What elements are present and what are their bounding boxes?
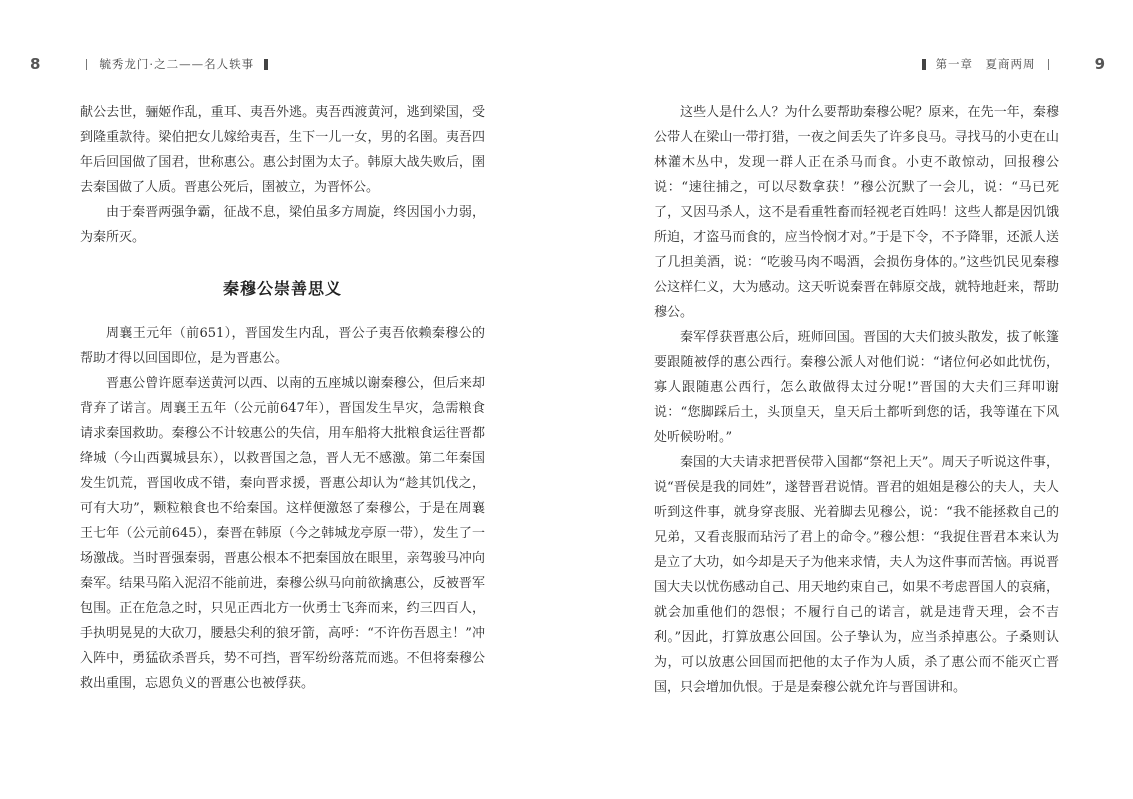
header-divider <box>1048 59 1049 70</box>
paragraph: 周襄王元年（前651），晋国发生内乱，晋公子夷吾依赖秦穆公的帮助才得以回国即位，是为晋惠公。 <box>80 326 485 366</box>
section-title: 秦穆公崇善思义 <box>222 279 342 298</box>
right-page-number: 9 <box>1094 55 1105 73</box>
left-header-title: 毓秀龙门·之二——名人轶事 <box>99 57 255 71</box>
header-marker <box>922 59 926 70</box>
paragraph: 由于秦晋两强争霸，征战不息，梁伯虽多方周旋，终因国小力弱，为秦所灭。 <box>80 205 485 245</box>
left-page <box>0 0 566 799</box>
paragraph: 秦国的大夫请求把晋侯带入国都“祭祀上天”。周天子听说这件事，说“晋侯是我的同姓”，遂替晋君说情。晋君的姐姐是穆公的夫人，夫人听到这件事，就身穿丧服、光着脚去见穆公，说：“我不能拯救自己的兄弟，又看丧服而玷污了君上的命令。”穆公想：“我捉住晋君本来认为是立了大功，如今却是天子为他来求情，夫人为这件事而苦恼。再说晋国大夫以忧伤感动自己、用天地约束自己，如果不考虑晋国人的哀痛，就会加重他们的怨恨；不履行自己的诺言，就是违背天理，会不吉利。”因此，打算放惠公回国。公子挚认为，应当杀掉惠公。子桑则认为，可以放惠公回国而把他的太子作为人质，杀了惠公而不能灭亡晋国，只会增加仇恨。于是是秦穆公就允许与晋国讲和。 <box>654 455 1059 695</box>
right-header-title: 第一章 夏商两周 <box>935 57 1036 71</box>
paragraph: 晋惠公曾许愿奉送黄河以西、以南的五座城以谢秦穆公，但后来却背弃了诺言。周襄王五年（公元前647年），晋国发生旱灾，急需粮食请求秦国救助。秦穆公不计较惠公的失信，用车船将大批粮食运往晋都绛城（今山西翼城县东），以救晋国之急，晋人无不感激。第二年秦国发生饥荒，晋国收成不错，秦向晋求援，晋惠公却认为“趁其饥伐之，可有大功”，颗粒粮食也不给秦国。这样便激怒了秦穆公，于是在周襄王七年（公元前645），秦晋在韩原（今之韩城龙亭原一带），发生了一场激战。当时晋强秦弱，晋惠公根本不把秦国放在眼里，亲驾骏马冲向秦军。结果马陷入泥沼不能前进，秦穆公纵马向前欲擒惠公，反被晋军包围。正在危急之时，只见正西北方一伙勇士飞奔而来，约三四百人，手执明晃晃的大砍刀，腰悬尖利的狼牙箭，高呼：“不许伤吾恩主！”冲入阵中，勇猛砍杀晋兵，势不可挡，晋军纷纷落荒而逃。不但将秦穆公救出重围，忘恩负义的晋惠公也被俘获。 <box>80 376 485 691</box>
left-page-body <box>80 100 485 696</box>
paragraph: 这些人是什么人？为什么要帮助秦穆公呢？原来，在先一年，秦穆公带人在梁山一带打猎，一夜之间丢失了许多良马。寻找马的小吏在山林灌木丛中，发现一群人正在杀马而食。小吏不敢惊动，回报穆公说：“速往捕之，可以尽数拿获！”穆公沉默了一会儿，说：“马已死了，又因马杀人，这不是看重牲畜而轻视老百姓吗！这些人都是因饥饿所迫，才盗马而食的，应当怜悯才对。”于是下令，不予降罪，还派人送了几担美酒，说：“吃骏马肉不喝酒，会损伤身体的。”这些饥民见秦穆公这样仁义，大为感动。这天听说秦晋在韩原交战，就特地赶来，帮助穆公。 <box>654 105 1059 320</box>
paragraph: 献公去世，骊姬作乱，重耳、夷吾外逃。夷吾西渡黄河，逃到梁国，受到隆重款待。梁伯把女儿嫁给夷吾，生下一儿一女，男的名圉。夷吾四年后回国做了国君，世称惠公。惠公封圉为太子。韩原大战失败后，圉去秦国做了人质。晋惠公死后，圉被立，为晋怀公。 <box>80 105 485 195</box>
right-page <box>566 0 1133 799</box>
right-running-header <box>912 52 1105 76</box>
right-page-body <box>654 100 1059 700</box>
paragraph: 秦军俘获晋惠公后，班师回国。晋国的大夫们披头散发，拔了帐篷要跟随被俘的惠公西行。秦穆公派人对他们说：“诸位何必如此忧伤，寡人跟随惠公西行，怎么敢做得太过分呢!”晋国的大夫们三拜叩谢说：“您脚踩后土，头顶皇天，皇天后土都听到您的话，我等谨在下风处听候吩咐。” <box>654 330 1059 445</box>
left-running-header <box>30 52 278 76</box>
left-page-number: 8 <box>30 55 41 73</box>
header-marker <box>264 59 268 70</box>
header-divider <box>86 59 87 70</box>
